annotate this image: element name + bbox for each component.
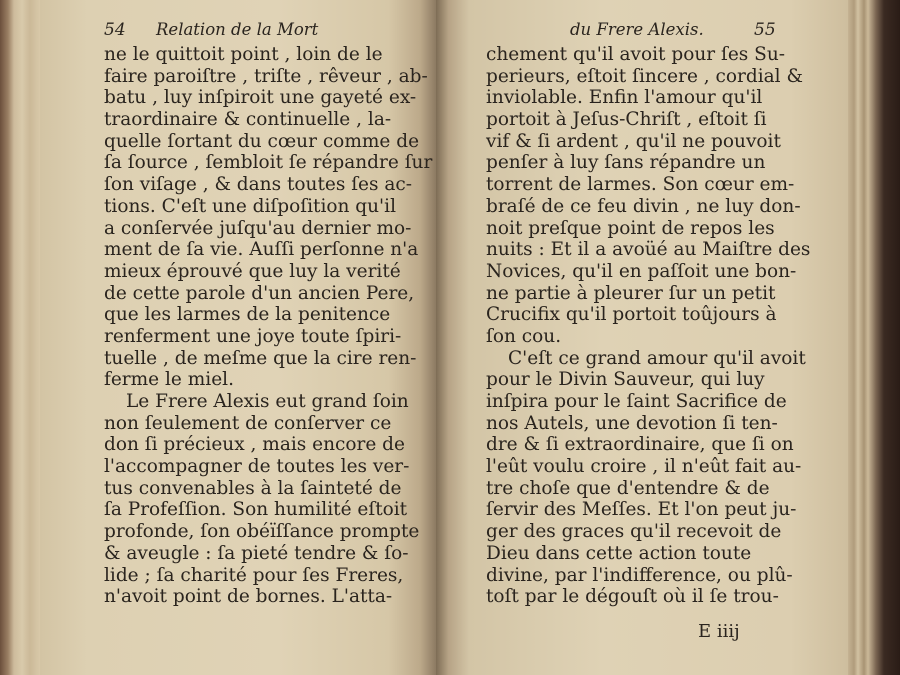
text-line: traordinaire & continuelle , la- [104,109,392,131]
text-line: batu , luy inſpiroit une gayeté ex- [104,87,417,109]
text-line: toſt par le dégouſt où il ſe trou- [486,586,779,608]
text-line: Dieu dans cette action toute [486,542,752,564]
text-line: ment de ſa vie. Auſſi perſonne n'a [104,239,419,261]
right-running-head: du Frere Alexis. [570,20,704,39]
text-line: ne le quittoit point , loin de le [104,44,383,65]
left-page [40,0,436,675]
text-line: ſa Profeſſion. Son humilité eſtoit [104,499,408,521]
text-line: inſpira pour le ſaint Sacrifice de [486,391,787,412]
text-line: don ſi précieux , mais encore de [104,434,405,456]
text-line: renferment une joye toute ſpiri- [104,325,402,347]
text-line: torrent de larmes. Son cœur em- [486,174,795,196]
left-page-number: 54 [104,20,126,40]
text-line: portoit à Jeſus-Chriſt , eſtoit ſi [486,109,767,131]
text-line: Crucifix qu'il portoit toûjours à [486,304,777,326]
text-line: quelle ſortant du cœur comme de [104,130,420,152]
text-line: lide ; ſa charité pour ſes Freres, [104,564,404,586]
text-line: braſé de ce feu divin , ne luy don- [486,195,801,217]
left-page-text [104,44,432,608]
text-line: ferme le miel. [104,369,234,391]
signature-mark: E iiij [698,621,740,642]
left-running-head: Relation de la Mort [156,20,319,39]
text-line: de cette parole d'un ancien Pere, [104,282,415,304]
text-line: ger des graces qu'il recevoit de [486,521,782,543]
text-line: noit preſque point de repos les [486,217,775,239]
text-line: ſervir des Meſſes. Et l'on peut ju- [486,499,797,521]
text-line: penſer à luy ſans répandre un [486,152,766,174]
text-line: n'avoit point de bornes. L'atta- [104,586,393,608]
text-line: faire paroiſtre , triſte , rêveur , ab- [104,65,428,87]
right-page [436,0,852,675]
text-line: Novices, qu'il en paſſoit une bon- [486,260,797,282]
text-line: tions. C'eſt une diſpoſition qu'il [104,195,396,217]
text-line: Le Frere Alexis eut grand ſoin [126,391,409,412]
right-page-number: 55 [754,20,776,40]
text-line: l'eût voulu croire , il n'eût fait au- [486,456,802,478]
page-edges [848,0,900,675]
text-line: nuits : Et il a avoüé au Maiſtre des [486,239,811,261]
text-line: nos Autels, une devotion ſi ten- [486,412,778,434]
text-line: vif & ſi ardent , qu'il ne pouvoit [486,130,781,152]
text-line: chement qu'il avoit pour ſes Su- [486,44,785,65]
text-line: ſon cou. [486,325,562,347]
text-line: mieux éprouvé que luy la verité [104,260,401,282]
text-line: que les larmes de la penitence [104,304,391,326]
text-line: C'eſt ce grand amour qu'il avoit [508,347,806,369]
text-line: non ſeulement de conſerver ce [104,412,392,434]
text-line: divine, par l'indifference, ou plû- [486,564,793,586]
text-line: a conſervée juſqu'au dernier mo- [104,217,412,239]
text-line: l'accompagner de toutes les ver- [104,456,410,478]
text-line: ne partie à pleurer ſur un petit [486,282,776,304]
text-line: ſon viſage , & dans toutes ſes ac- [104,174,413,196]
text-line: ſa ſource , ſembloit ſe répandre ſur [104,152,433,174]
text-line: pour le Divin Sauveur, qui luy [486,369,765,391]
text-line: tuelle , de meſme que la cire ren- [104,347,417,369]
text-line: dre & ſi extraordinaire, que ſi on [486,434,794,456]
text-line: tus convenables à la ſainteté de [104,477,402,499]
text-line: tre choſe que d'entendre & de [486,477,770,499]
text-line: & aveugle : ſa pieté tendre & ſo- [104,542,409,564]
right-page-text [486,44,810,608]
text-line: perieurs, eſtoit ſincere , cordial & [486,65,803,87]
text-line: inviolable. Enfin l'amour qu'il [486,87,763,109]
text-line: profonde, ſon obéïſſance prompte [104,521,420,543]
